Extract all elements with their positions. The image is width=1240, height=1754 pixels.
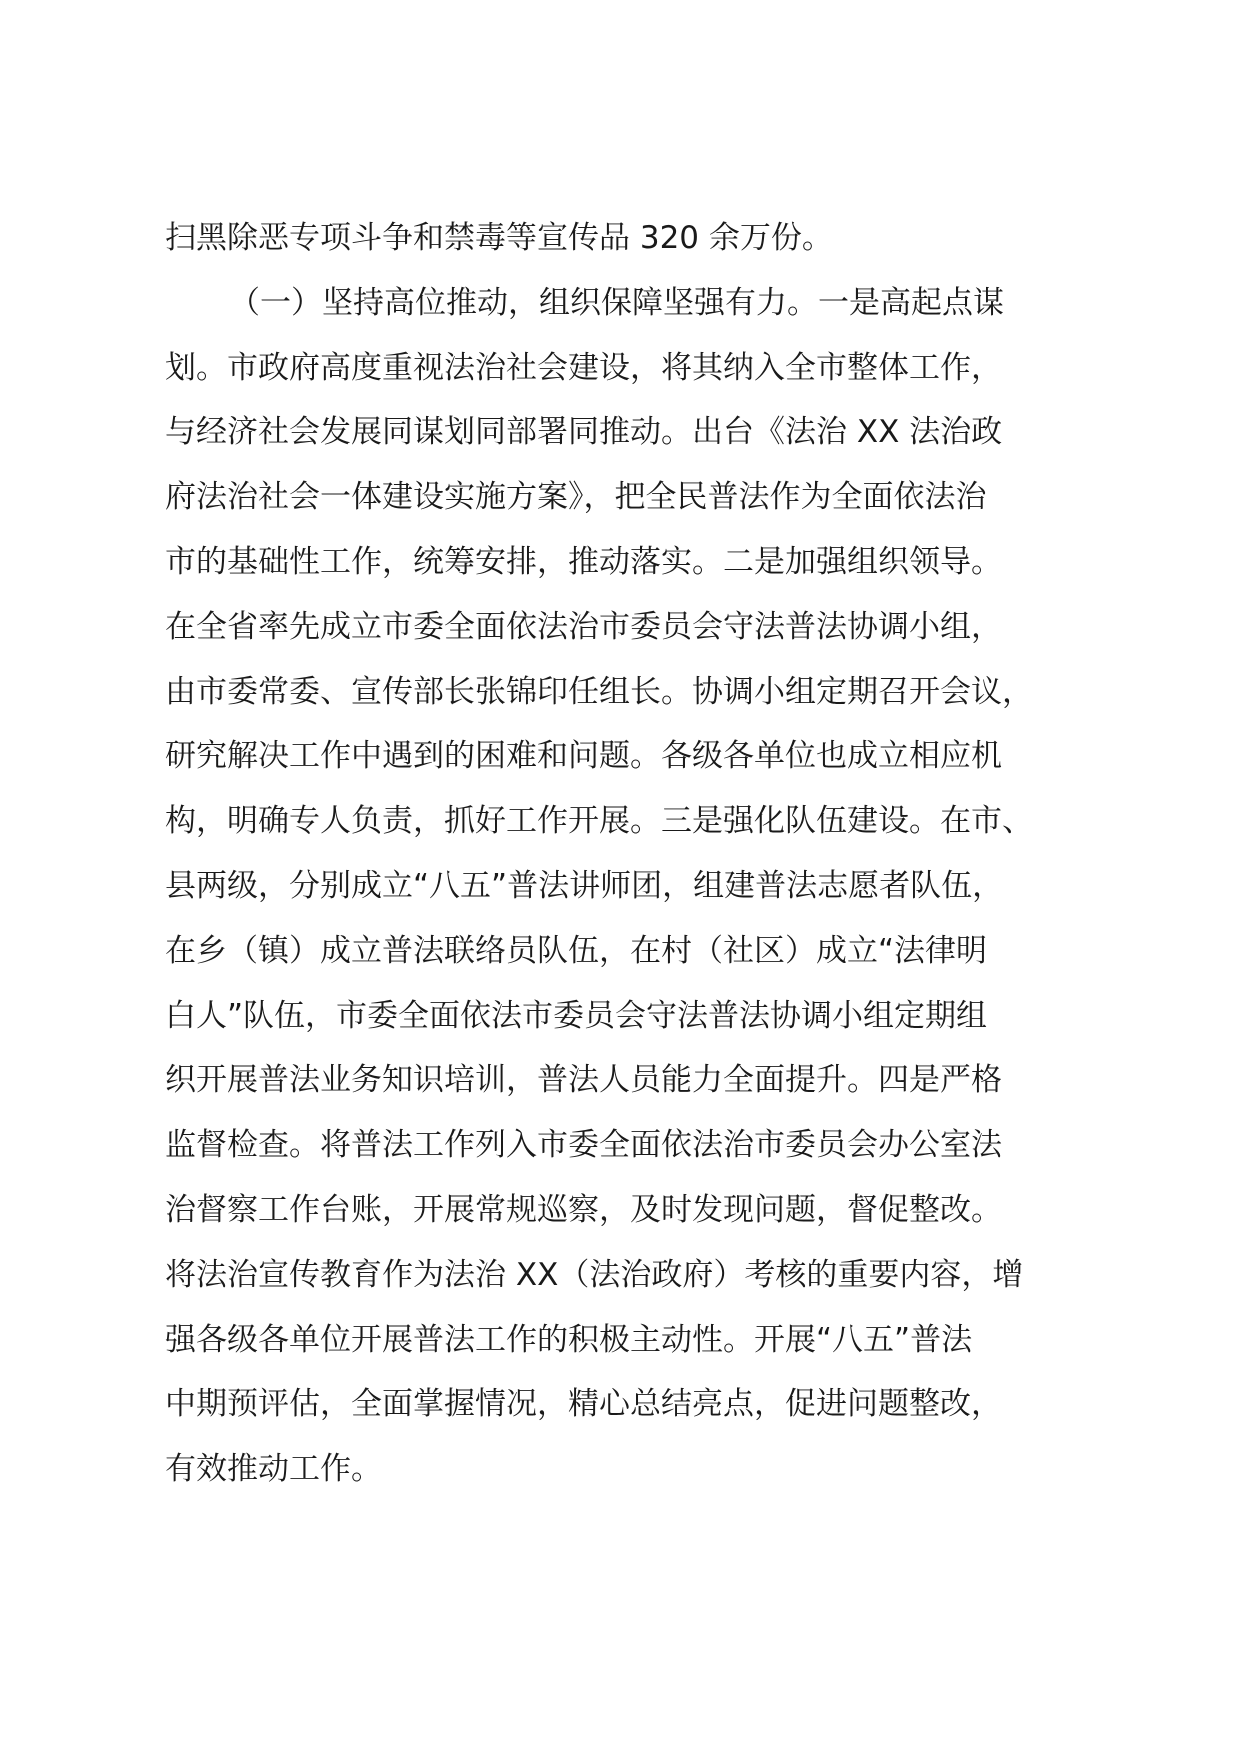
text-line: 织开展普法业务知识培训，普法人员能力全面提升。四是严格 (165, 1062, 1002, 1099)
text-line: 将法治宣传教育作为法治 XX（法治政府）考核的重要内容，增 (165, 1256, 1024, 1293)
text-line: 扫黑除恶专项斗争和禁毒等宣传品 320 余万份。 (165, 220, 833, 256)
text-line: 有效推动工作。 (165, 1451, 382, 1488)
text-line: 在全省率先成立市委全面依法治市委员会守法普法协调小组， (165, 608, 1002, 645)
text-line: 与经济社会发展同谋划同部署同推动。出台《法治 XX 法治政 (165, 414, 1003, 451)
text-line: 划。市政府高度重视法治社会建设，将其纳入全市整体工作， (165, 349, 1002, 386)
paragraph-heading-line: （一）坚持高位推动，组织保障坚强有力。一是高起点谋 (229, 284, 1004, 321)
text-line: 市的基础性工作，统筹安排，推动落实。二是加强组织领导。 (165, 543, 1002, 580)
body-text (165, 206, 1125, 1502)
text-line: 县两级，分别成立“八五”普法讲师团，组建普法志愿者队伍， (165, 867, 1004, 904)
text-line: 白人”队伍，市委全面依法市委员会守法普法协调小组定期组 (165, 997, 988, 1034)
text-line: 由市委常委、宣传部长张锦印任组长。协调小组定期召开会议， (165, 673, 1033, 710)
text-line: 府法治社会一体建设实施方案》，把全民普法作为全面依法治 (165, 479, 987, 516)
text-line: 监督检查。将普法工作列入市委全面依法治市委员会办公室法 (165, 1127, 1002, 1164)
text-line: 研究解决工作中遇到的困难和问题。各级各单位也成立相应机 (165, 738, 1002, 775)
text-line: 治督察工作台账，开展常规巡察，及时发现问题，督促整改。 (165, 1191, 1002, 1228)
text-line: 中期预评估，全面掌握情况，精心总结亮点，促进问题整改， (165, 1386, 1002, 1423)
text-line: 强各级各单位开展普法工作的积极主动性。开展“八五”普法 (165, 1321, 973, 1358)
text-line: 构，明确专人负责，抓好工作开展。三是强化队伍建设。在市、 (165, 803, 1033, 840)
text-line: 在乡（镇）成立普法联络员队伍，在村（社区）成立“法律明 (165, 932, 988, 969)
